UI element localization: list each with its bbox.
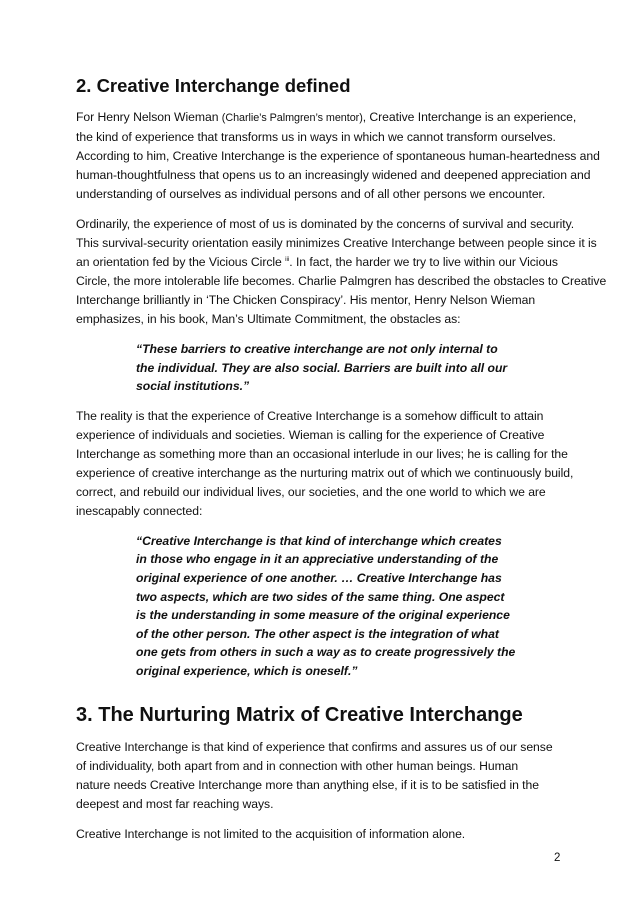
page-number: 2 <box>554 852 561 864</box>
text-line: of individuality, both apart from and in connection with other human beings. Human <box>76 758 519 773</box>
quote-line: “These barriers to creative interchange are not only internal to <box>136 342 498 356</box>
text-line <box>76 108 621 128</box>
text-line: This survival-security orientation easily minimizes Creative Interchange between people since it is <box>76 236 597 250</box>
text-line: experience of creative interchange as the nurturing matrix out of which we continuously build, <box>76 465 574 480</box>
section-2-heading: 2. Creative Interchange defined <box>76 75 351 96</box>
text-line: nature needs Creative Interchange more than anything else, if it is to be satisfied in the <box>76 777 539 792</box>
text-line: correct, and rebuild our individual lives, our societies, and the one world to which we are <box>76 484 546 499</box>
section-3-paragraph-2 <box>76 825 621 844</box>
text-line: Circle, the more intolerable life becomes. Charlie Palmgren has described the obstacles to Creative <box>76 274 607 288</box>
text-run: For Henry Nelson Wieman <box>76 110 222 124</box>
quote-line: original experience, which is oneself.” <box>136 663 358 678</box>
text-line: deepest and most far reaching ways. <box>76 796 274 811</box>
block-quote-1 <box>136 340 621 396</box>
footnote-reference[interactable]: iii <box>285 256 290 263</box>
quote-line: the individual. They are also social. Barriers are built into all our <box>136 360 508 375</box>
quote-line: two aspects, which are two sides of the same thing. One aspect <box>136 589 505 604</box>
text-run: . In fact, the harder we try to live within our Vicious <box>289 255 558 269</box>
text-line: Creative Interchange is not limited to the acquisition of information alone. <box>76 826 466 841</box>
text-line: According to him, Creative Interchange is the experience of spontaneous human-heartedness and <box>76 149 600 163</box>
text-run: , Creative Interchange is an experience, <box>362 110 577 124</box>
section-3-paragraph-1 <box>76 738 621 814</box>
section-2-paragraph-2 <box>76 215 621 329</box>
text-line: inescapably connected: <box>76 503 203 518</box>
text-line: Creative Interchange is that kind of experience that confirms and assures us of our sense <box>76 739 553 754</box>
text-line: Interchange brilliantly in ‘The Chicken Conspiracy’. His mentor, Henry Nelson Wieman <box>76 293 536 307</box>
quote-line: in those who engage in it an appreciative understanding of the <box>136 552 499 567</box>
page-content <box>76 74 621 855</box>
text-line: experience of individuals and societies. Wieman is calling for the experience of Creative <box>76 427 545 442</box>
quote-line: one gets from others in such a way as to create progressively the <box>136 645 516 660</box>
quote-line: of the other person. The other aspect is the integration of what <box>136 626 499 641</box>
text-line: The reality is that the experience of Creative Interchange is a somehow difficult to attain <box>76 408 544 423</box>
quote-line: original experience of one another. … Creative Interchange has <box>136 570 502 585</box>
text-line: emphasizes, in his book, Man’s Ultimate Commitment, the obstacles as: <box>76 312 461 326</box>
text-line: Ordinarily, the experience of most of us is dominated by the concerns of survival and security. <box>76 217 575 231</box>
quote-line: social institutions.” <box>136 379 250 394</box>
text-line: Interchange as something more than an occasional interlude in our lives; he is calling for the <box>76 446 568 461</box>
text-line: the kind of experience that transforms us in ways in which we cannot transform ourselves. <box>76 130 556 144</box>
section-2-paragraph-1 <box>76 108 621 204</box>
section-2-paragraph-3 <box>76 407 621 521</box>
quote-line: is the understanding in some measure of the original experience <box>136 608 510 623</box>
text-run: an orientation fed by the Vicious Circle <box>76 255 286 269</box>
text-line <box>76 253 621 272</box>
quote-line: “Creative Interchange is that kind of interchange which creates <box>136 533 502 548</box>
block-quote-2 <box>136 532 621 681</box>
text-run-parenthetical: (Charlie’s Palmgren’s mentor) <box>221 112 363 124</box>
text-line: understanding of ourselves as individual persons and of all other persons we encounter. <box>76 187 546 201</box>
section-3-heading: 3. The Nurturing Matrix of Creative Interchange <box>76 703 523 726</box>
text-line: human-thoughtfulness that opens us to an increasingly widened and deepened appreciation and <box>76 168 591 182</box>
